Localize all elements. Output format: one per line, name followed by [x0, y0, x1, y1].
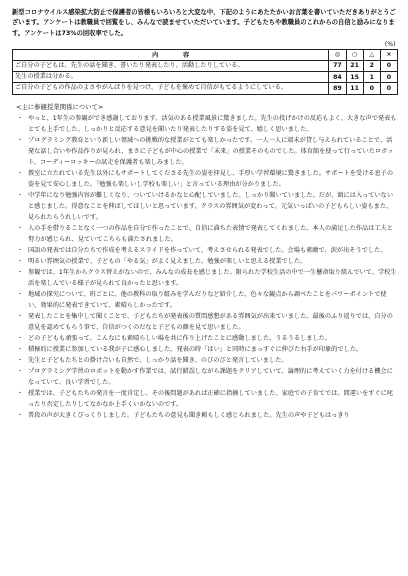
list-item — [12, 311, 398, 333]
comment-text: 明るい雰囲気の授業で、子どもの「やる気」がよく見えました。勉強が楽しいと思える授業でした。 — [28, 257, 307, 265]
comment-text: 発表したことを集中して聞くことで、子どもたちが発表後の質問感想がある雰囲気が出来ていました。最後のふり返りでは、自分の意見を認めてもらう事で、自信がつくのだなと子どもの顔を見て思いました。 — [28, 312, 393, 331]
row-item-text: 先生の授業は分かる。 — [13, 72, 329, 83]
bullet-icon: ・ — [17, 191, 24, 199]
list-item — [12, 113, 398, 135]
bullet-icon: ・ — [17, 411, 24, 419]
list-item — [12, 344, 398, 355]
comment-text: プログラミング教育という新しい領域への挑戦的な授業がとても楽しかったです。一人一人に端末が貸し与えられていることで、活発な話し合いや作品作りが見られ、まさに子どもが中心の授業で「未来」の授業そのものでした。体育館を使って行っていたロボット、コーディーロッキーの試走を保護者も楽しみました。 — [28, 136, 394, 166]
list-item — [12, 190, 398, 223]
row-value: 11 — [346, 83, 363, 94]
comments-section-title: <主に参観授業関係について> — [16, 102, 104, 111]
bullet-icon: ・ — [17, 345, 24, 353]
bullet-icon: ・ — [17, 257, 24, 265]
unit-row — [13, 40, 398, 50]
comment-text: 先生と子どもたちとの掛け合いも自然で、しっかり話を聞き、のびのびと発言していました。 — [28, 356, 288, 364]
bullet-icon: ・ — [17, 290, 24, 298]
header-content: 内 容 — [13, 49, 329, 60]
list-item — [12, 256, 398, 267]
list-item — [12, 366, 398, 388]
row-value: 77 — [329, 60, 346, 71]
comment-text: 教室に立たれている先生以外にもサポートしてくださる先生の姿を拝見し、手厚い学習環境に驚きました。サポートを受ける息子の姿を見て安心しました。「勉強も楽しいし学校も楽しい」と言っている理由が分かりました。 — [28, 169, 394, 188]
comment-text: 地域の探究について、班ごとに、他の教科の取り組みを学んだりなど紹介した、色々な観点から調べたことをパワーポイントで使い、効果的に発表できていて、素晴らしかったです。 — [28, 290, 387, 309]
list-item — [12, 388, 398, 410]
list-item — [12, 168, 398, 190]
bullet-icon: ・ — [17, 136, 24, 144]
row-value: 0 — [363, 83, 380, 94]
row-value: 15 — [346, 72, 363, 83]
comment-text: 人の手を借りることなく一つの作品を自分で作ったことで、自信に満ちた表情で発表してくれました。本人の満足した作品は工夫と努力が感じられ、見ていてこちらも満たされました。 — [28, 224, 393, 243]
bullet-icon: ・ — [17, 356, 24, 364]
list-item — [12, 245, 398, 256]
row-value: 2 — [363, 60, 380, 71]
row-value: 0 — [380, 83, 397, 94]
bullet-icon: ・ — [17, 389, 24, 397]
list-item — [12, 355, 398, 366]
comment-text: 授業では、子どもたちの発言を一度肯定し、その後問題があれば正確に指摘していました。家庭での子育てでは、間違いをすぐに叱ったり否定したりしてなかなか上手くいかないのです。 — [28, 389, 394, 408]
comment-text: どの子どもも頑張って、こんなにも素晴らしい場を共に作り上げたことに感動しました。うるうるしました。 — [28, 334, 332, 342]
comment-text: やっと、1年生の参観ができ感謝しております。活気のある授業風景に驚きました。先生の投げかけの反応もよく、大きな声で発表もとても上手でした。しっかりと反応する意見を聞いたり発表したりする姿を見て、嬉しく思いました。 — [28, 114, 397, 133]
newsletter-page — [12, 8, 398, 421]
header-triangle: △ — [363, 49, 380, 60]
comment-text: 国語の発表では自分たちで作成を考えるスライドを作っていて、考えさせられる発表でした。会場も素敵で、涙が出そうでした。 — [28, 246, 387, 254]
intro-text: 新型コロナウイルス感染拡大防止で保護者の皆様もいろいろと大変な中、下記のようにあたたかいお言葉を書いていただきありがとうございます。アンケートは教職員で回覧をし、みんなで読ませていただいています。子どもたちや教職員のこれからの自信と励みになります。アンケートは73%の回収率でした。 — [12, 9, 396, 37]
row-value: 1 — [363, 72, 380, 83]
header-cross: × — [380, 49, 397, 60]
header-double-circle: ◎ — [329, 49, 346, 60]
comment-text: 普段の声が大きくびっくりしました。子どもたちの意見も聞き頼もしく感じられました。先生の声や子どもはっきり — [28, 411, 350, 419]
comment-text: 参観では、1年生からクラス替えがないので、みんなの成長を感じました。限られた学校生活の中で一生懸命取り組んでいて、学校生活を楽しんでいる様子が見られて良かったと思います。 — [28, 268, 397, 287]
table-row — [13, 72, 398, 83]
bullet-icon: ・ — [17, 224, 24, 232]
row-item-text: ご自分の子どもは、先生の話を聞き、書いたり発表したり、活動したりしている。 — [13, 60, 329, 71]
bullet-icon: ・ — [17, 246, 24, 254]
list-item — [12, 267, 398, 289]
comment-text: プログラミング学習のロボットを動かす作業では、試行錯誤しながら課題をクリアしていて、論理的に考えていく力を付ける機会になっていて、良い学習でした。 — [28, 367, 393, 386]
row-value: 89 — [329, 83, 346, 94]
row-item-text: ご自分の子どもの作品のよさやがんばりを見つけ、子どもを褒めて自信がもてるようにしている。 — [13, 83, 329, 94]
row-value: 84 — [329, 72, 346, 83]
comments-list — [12, 113, 398, 421]
bullet-icon: ・ — [17, 312, 24, 320]
header-circle: ○ — [346, 49, 363, 60]
bullet-icon: ・ — [17, 268, 24, 276]
row-value: 0 — [380, 60, 397, 71]
bullet-icon: ・ — [17, 169, 24, 177]
survey-results-table — [12, 40, 398, 95]
list-item — [12, 135, 398, 168]
intro-paragraph — [12, 8, 398, 39]
list-item — [12, 333, 398, 344]
percent-unit-label: (%) — [384, 40, 396, 48]
list-item — [12, 223, 398, 245]
bullet-icon: ・ — [17, 114, 24, 122]
table-header-row — [13, 49, 398, 60]
bullet-icon: ・ — [17, 367, 24, 375]
comment-text: 積極的に授業に参加している我が子に感心しました。発表の時「はい」と同時にまっすぐに伸びた右手が印象的でした。 — [28, 345, 363, 353]
list-item — [12, 410, 398, 421]
table-row — [13, 83, 398, 94]
row-value: 0 — [380, 72, 397, 83]
list-item — [12, 289, 398, 311]
row-value: 21 — [346, 60, 363, 71]
table-row — [13, 60, 398, 71]
bullet-icon: ・ — [17, 334, 24, 342]
comment-text: 中学年になり勉強内容が難しくなり、ついていけるかなと心配していました。しっかり聞いていました。だが、頭には入っていないと感じました。得意なことを伸ばしてほしいと思っています。クラスの雰囲気が変わって、元気いっぱいの子どもらしい姿もまた、見られたらうれしいです。 — [28, 191, 394, 221]
